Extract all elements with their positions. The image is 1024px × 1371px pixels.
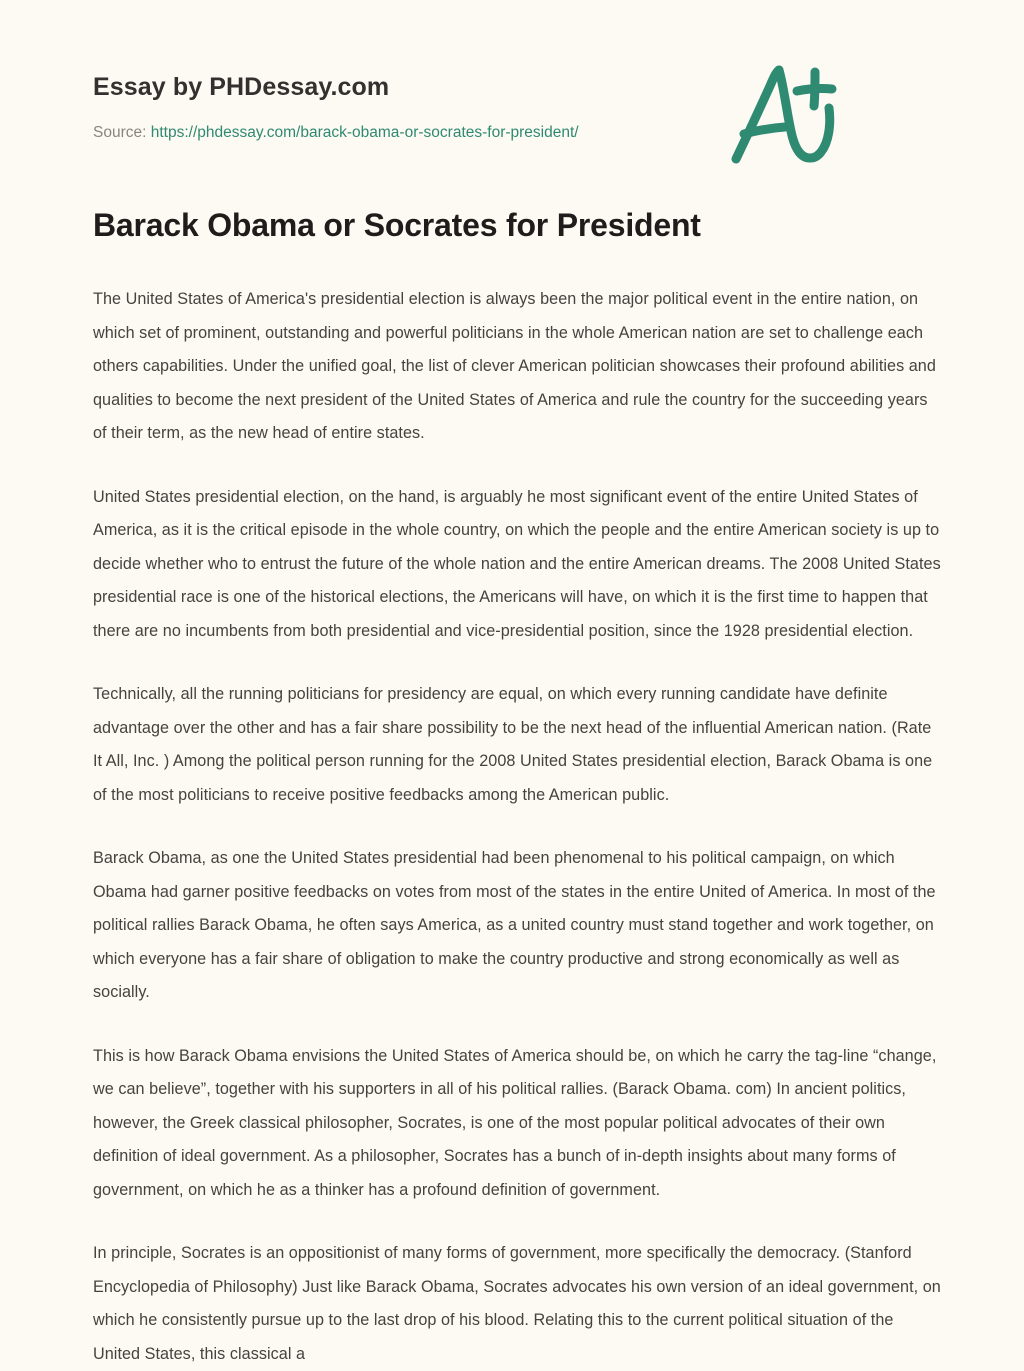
page-header <box>93 0 931 143</box>
paragraph: This is how Barack Obama envisions the United States of America should be, on which he carry the tag-line “change, we can believe”, together with his supporters in all of his political rallies. (Barack Obama. com) In ancient politics, however, the Greek classical philosopher, Socrates, is one of the most popular political advocates of their own definition of ideal government. As a philosopher, Socrates has a bunch of in-depth insights about many forms of government, on which he as a thinker has a profound definition of government. <box>93 1046 937 1199</box>
source-link[interactable]: https://phdessay.com/barack-obama-or-socrates-for-president/ <box>150 124 579 141</box>
paragraph: United States presidential election, on the hand, is arguably he most significant event of the entire United States of America, as it is the critical episode in the whole country, on which the people and the entire American society is up to decide whether who to entrust the future of the whole nation and the entire American dreams. The 2008 United States presidential race is one of the historical elections, the Americans will have, on which it is the first time to happen that there are no incumbents from both presidential and vice-presidential position, since the 1928 presidential election. <box>93 487 941 640</box>
paragraph: Technically, all the running politicians for presidency are equal, on which every running candidate have definite advantage over the other and has a fair share possibility to be the next head of the influential American nation. (Rate It All, Inc. ) Among the political person running for the 2008 United States presidential election, Barack Obama is one of the most politicians to receive positive feedbacks among the American public. <box>93 685 933 804</box>
paragraph: The United States of America's presidential election is always been the major political event in the entire nation, on which set of prominent, outstanding and powerful politicians in the whole American nation are set to challenge each others capabilities. Under the unified goal, the list of clever American politician showcases their profound abilities and qualities to become the next president of the United States of America and rule the country for the succeeding years of their term, as the new head of entire states. <box>93 290 936 443</box>
paragraph: Barack Obama, as one the United States presidential had been phenomenal to his political campaign, on which Obama had garner positive feedbacks on votes from most of the states in the entire United of America. In most of the political rallies Barack Obama, he often says America, as a united country must stand together and work together, on which everyone has a fair share of obligation to make the country productive and strong economically as well as socially. <box>93 849 936 1002</box>
source-label: Source: <box>93 124 147 141</box>
brand-title: Essay by PHDessay.com <box>93 73 390 101</box>
a-plus-logo <box>725 58 847 170</box>
page-title: Barack Obama or Socrates for President <box>93 207 701 244</box>
essay-body <box>93 245 941 1371</box>
a-plus-logo-icon <box>725 58 847 170</box>
paragraph: In principle, Socrates is an oppositionist of many forms of government, more specifically the democracy. (Stanford Encyclopedia of Philosophy) Just like Barack Obama, Socrates advocates his own version of an ideal government, on which he consistently pursue up to the last drop of his blood. Relating this to the current political situation of the United States, this classical a <box>93 1244 941 1363</box>
